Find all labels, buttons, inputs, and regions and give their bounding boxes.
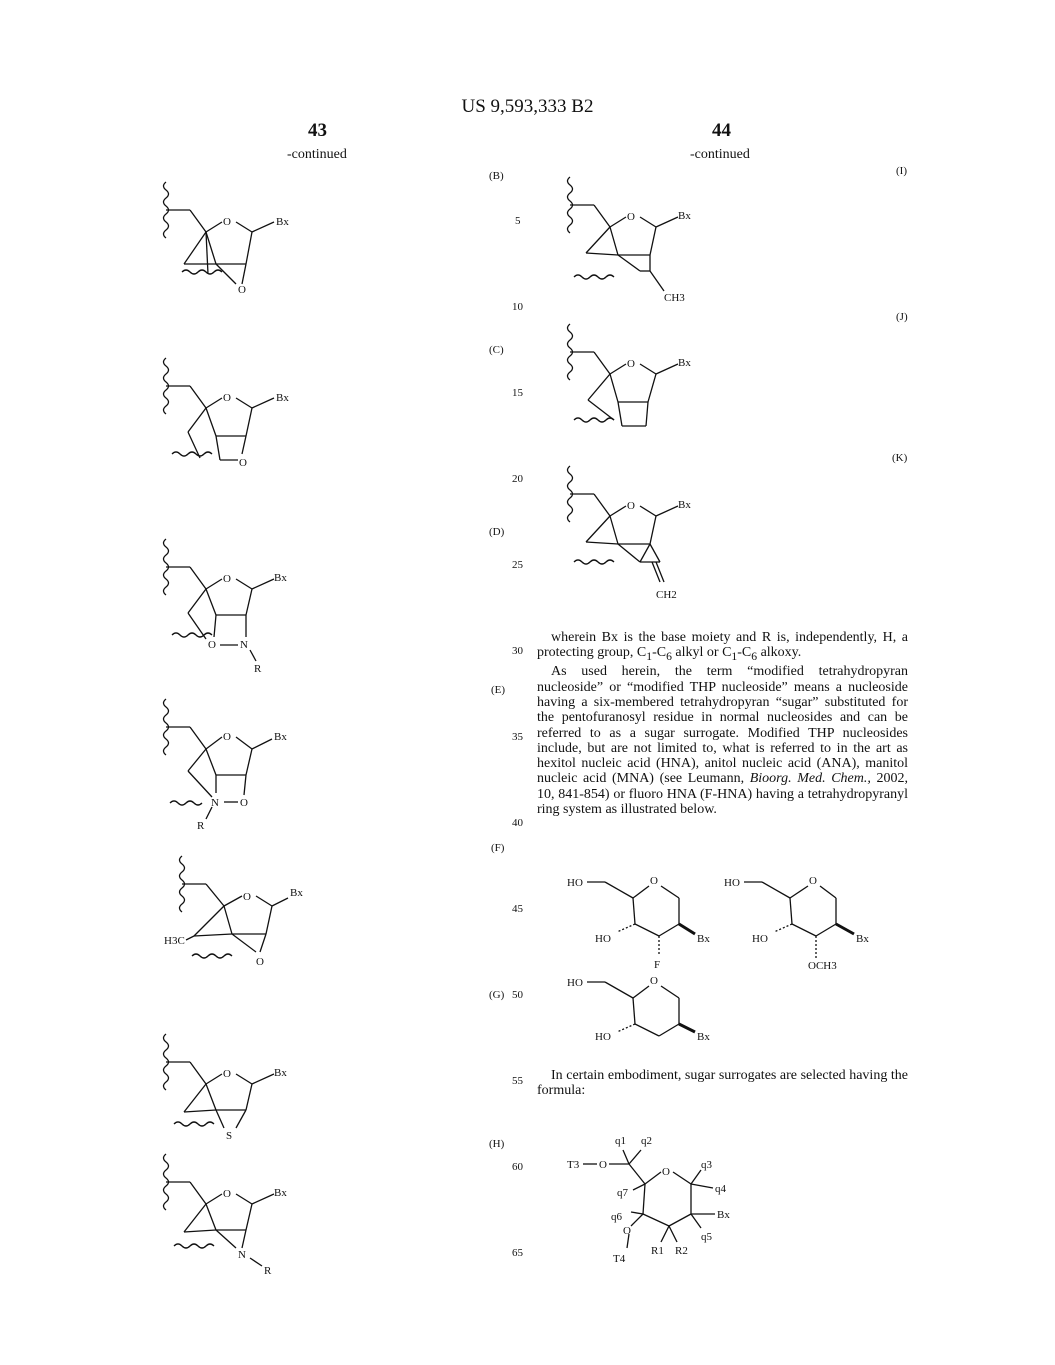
- wavy-bond: [174, 1244, 214, 1248]
- structure-h: [150, 1150, 320, 1280]
- svg-text:q3: q3: [701, 1159, 712, 1171]
- svg-text:O: O: [223, 573, 231, 585]
- wavy-bond: [172, 452, 212, 456]
- svg-text:O: O: [223, 1068, 231, 1080]
- label-B: (B): [489, 170, 504, 182]
- svg-text:R: R: [197, 820, 205, 832]
- svg-text:N: N: [240, 639, 248, 651]
- structure-i: [556, 173, 716, 308]
- label-K: (K): [892, 452, 908, 464]
- label-F: (F): [491, 842, 505, 854]
- svg-text:CH2: CH2: [656, 589, 677, 601]
- svg-text:OCH3: OCH3: [808, 960, 837, 972]
- svg-text:O: O: [650, 975, 658, 987]
- label-J: (J): [896, 311, 908, 323]
- wavy-bond: [182, 270, 222, 274]
- wavy-bond: [192, 954, 232, 958]
- structure-sugar-surrogate: [565, 1130, 765, 1270]
- line-number: 10: [512, 301, 523, 313]
- svg-text:O: O: [627, 211, 635, 223]
- label-E: (E): [491, 684, 506, 696]
- label-D: (D): [489, 526, 505, 538]
- line-number: 25: [512, 559, 523, 571]
- label-I: (I): [896, 165, 907, 177]
- svg-text:HO: HO: [595, 933, 611, 945]
- structure-e: [150, 695, 310, 845]
- label-C: (C): [489, 344, 504, 356]
- structure-thp-mna: [722, 868, 892, 983]
- label-H: (H): [489, 1138, 505, 1150]
- line-number: 30: [512, 645, 523, 657]
- svg-text:HO: HO: [595, 1031, 611, 1043]
- right-continued: -continued: [690, 147, 750, 162]
- wavy-bond: [170, 801, 202, 805]
- line-number: 5: [515, 215, 521, 227]
- svg-text:Bx: Bx: [678, 499, 691, 511]
- svg-text:Bx: Bx: [697, 1031, 710, 1043]
- structure-thp-f-hna: [563, 868, 733, 978]
- line-number: 20: [512, 473, 523, 485]
- svg-text:O: O: [240, 797, 248, 809]
- svg-text:H3C: H3C: [164, 935, 185, 947]
- svg-text:O: O: [223, 392, 231, 404]
- svg-text:O: O: [627, 358, 635, 370]
- svg-text:R: R: [254, 663, 262, 675]
- svg-text:HO: HO: [724, 877, 740, 889]
- structure-thp-hna: [563, 968, 733, 1048]
- right-page-number: 44: [712, 120, 731, 141]
- svg-text:O: O: [662, 1166, 670, 1178]
- svg-text:S: S: [226, 1130, 233, 1142]
- wavy-bond: [172, 633, 212, 637]
- svg-text:q1: q1: [615, 1135, 626, 1147]
- svg-text:Bx: Bx: [274, 1067, 287, 1079]
- svg-text:Bx: Bx: [856, 933, 869, 945]
- svg-text:CH3: CH3: [664, 292, 685, 304]
- svg-text:N: N: [238, 1249, 246, 1261]
- structure-d: [150, 535, 310, 680]
- line-number: 15: [512, 387, 523, 399]
- svg-text:O: O: [650, 875, 658, 887]
- svg-text:q7: q7: [617, 1187, 628, 1199]
- svg-text:q4: q4: [715, 1183, 726, 1195]
- svg-text:O: O: [243, 891, 251, 903]
- svg-text:O: O: [223, 1188, 231, 1200]
- svg-text:Bx: Bx: [697, 933, 710, 945]
- structure-k: [556, 462, 716, 607]
- svg-text:Bx: Bx: [290, 887, 303, 899]
- wavy-bond: [574, 418, 614, 422]
- svg-text:O: O: [623, 1225, 631, 1237]
- svg-text:R1: R1: [651, 1245, 664, 1257]
- structure-j: [556, 320, 716, 445]
- svg-text:O: O: [256, 956, 264, 968]
- svg-text:HO: HO: [752, 933, 768, 945]
- svg-text:O: O: [208, 639, 216, 651]
- svg-text:F: F: [654, 959, 661, 971]
- svg-text:HO: HO: [567, 877, 583, 889]
- svg-text:Bx: Bx: [274, 1187, 287, 1199]
- svg-text:Bx: Bx: [678, 210, 691, 222]
- line-number: 55: [512, 1075, 523, 1087]
- svg-text:Bx: Bx: [274, 731, 287, 743]
- svg-text:R2: R2: [675, 1245, 688, 1257]
- svg-text:HO: HO: [567, 977, 583, 989]
- line-number: 50: [512, 989, 523, 1001]
- line-number: 60: [512, 1161, 523, 1173]
- svg-text:Bx: Bx: [678, 357, 691, 369]
- line-number: 65: [512, 1247, 523, 1259]
- svg-text:O: O: [238, 284, 246, 296]
- left-continued: -continued: [287, 147, 347, 162]
- svg-text:O: O: [223, 216, 231, 228]
- label-G: (G): [489, 989, 505, 1001]
- svg-text:q6: q6: [611, 1211, 622, 1223]
- wavy-bond: [574, 560, 614, 564]
- svg-text:N: N: [211, 797, 219, 809]
- wavy-bond: [174, 1122, 214, 1126]
- svg-text:O: O: [599, 1159, 607, 1171]
- structure-b: [150, 178, 310, 308]
- svg-text:T4: T4: [613, 1253, 626, 1265]
- svg-text:q2: q2: [641, 1135, 652, 1147]
- structure-c: [150, 354, 310, 484]
- svg-text:R: R: [264, 1265, 272, 1277]
- svg-text:Bx: Bx: [276, 216, 289, 228]
- patent-number: US 9,593,333 B2: [461, 96, 594, 117]
- line-number: 35: [512, 731, 523, 743]
- structure-f: [160, 852, 330, 987]
- wavy-bond: [574, 275, 614, 279]
- paragraph-wherein: wherein Bx is the base moiety and R is, independently, H, a protecting group, $C_1-C_6$ alkyl or $C_1-C_6$ alkoxy. As used herein, the term “modified tetrahydropyran nucleoside” or “modified THP nucleoside” means a nucleoside having a six-membered tetrahydropyran “sugar” substituted for the pentofuranosyl residue in normal nucleosides and can be referred to as a sugar surrogate. Modified THP nucleosides include, but are not limited to, what is referred to in the art as hexitol nucleic acid (HNA), anitol nucleic acid (ANA), manitol nucleic acid (MNA) (see Leumann, Bioorg. Med. Chem., 2002, 10, 841-854) or fluoro HNA (F-HNA) having a tetrahydropyranyl ring system as illustrated below.: [537, 630, 909, 818]
- svg-text:O: O: [809, 875, 817, 887]
- svg-text:T3: T3: [567, 1159, 580, 1171]
- svg-text:O: O: [223, 731, 231, 743]
- svg-text:Bx: Bx: [274, 572, 287, 584]
- line-number: 45: [512, 903, 523, 915]
- svg-text:Bx: Bx: [276, 392, 289, 404]
- svg-text:Bx: Bx: [717, 1209, 730, 1221]
- svg-text:q5: q5: [701, 1231, 712, 1243]
- svg-text:O: O: [239, 457, 247, 469]
- left-page-number: 43: [308, 120, 327, 141]
- paragraph-embodiment: In certain embodiment, sugar surrogates are selected having the formula:: [537, 1068, 908, 1099]
- line-number: 40: [512, 817, 523, 829]
- svg-text:O: O: [627, 500, 635, 512]
- structure-g: [150, 1030, 310, 1150]
